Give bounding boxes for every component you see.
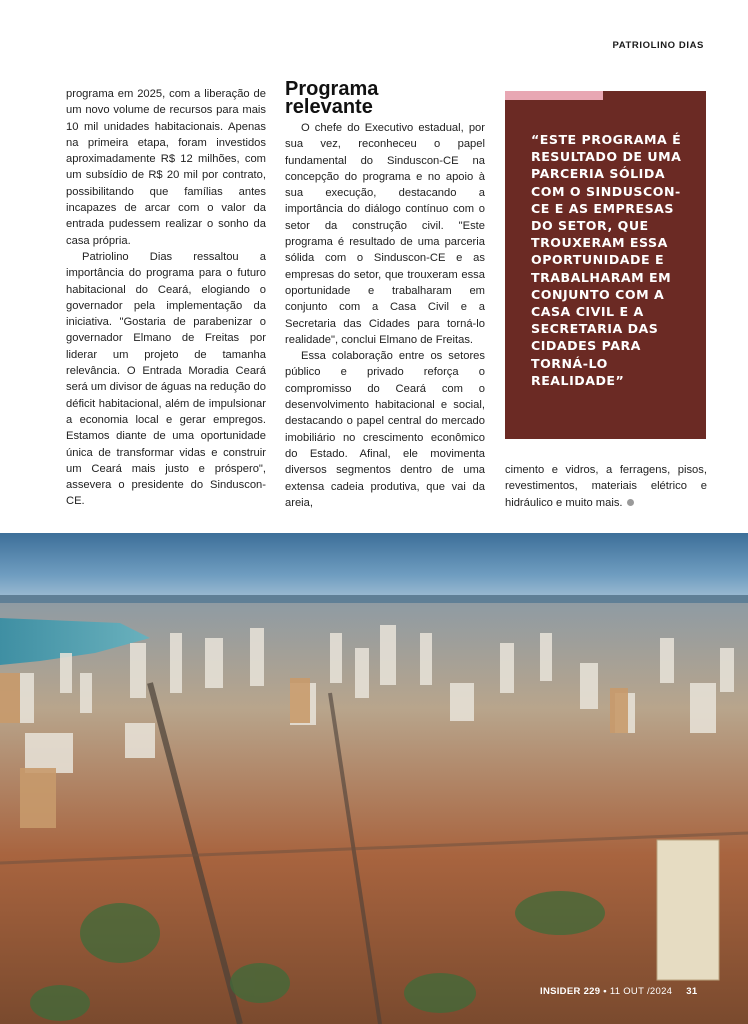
paragraph: Patriolino Dias ressaltou a importância do programa para o futuro habitacional do Ceará, elogiando o governador pela implementação da iniciativa. "Gostaria de parabenizar o governador Elmano de Freitas por liderar um projeto de tamanha relevância. O Entrada Moradia Ceará será um divisor de águas na redução do déficit habitacional, além de impulsionar a economia local e gerar empregos. Estamos diante de uma oportunidade única de transformar vidas e construir um Ceará mais justo e próspero", assevera o presidente do Sinduscon-CE. [66,250,266,508]
page-footer [540,986,697,997]
paragraph: programa em 2025, com a liberação de um novo volume de recursos para mais 10 mil unidades habitacionais. Apenas na primeira etapa, foram investidos aproximadamente R$ 12 milhões, com um subsídio de R$ 20 mil por contrato, possibilitando que famílias antes incapazes de arcar com o valor da entrada pudessem realizar o sonho da casa própria. [66,88,266,247]
text-column-1 [66,86,266,510]
pull-quote-text: “ESTE PROGRAMA É RESULTADO DE UMA PARCERIA SÓLIDA COM O SINDUSCON-CE E AS EMPRESAS DO SETOR, QUE TROUXERAM ESSA OPORTUNIDADE E TRABALHARAM EM CONJUNTO COM A CASA CIVIL E A SECRETARIA DAS CIDADES PARA TORNÁ-LO REALIDADE” [531,132,682,388]
city-photo-illustration [0,533,748,1024]
section-heading: Programa relevante [285,78,379,118]
paragraph: O chefe do Executivo estadual, por sua vez, reconheceu o papel fundamental do Sinduscon-CE na concepção do programa e no apoio à sua execução, destacando a importância do diálogo contínuo com o setor da construção civil. "Este programa é resultado de uma parceria sólida com o Sinduscon-CE e as empresas do setor, que trouxeram essa oportunidade e trabalharam em conjunto com a Casa Civil e a Secretaria das Cidades para torná-lo realidade", conclui Elmano de Freitas. [285,122,485,346]
pull-quote-accent-bar [505,91,603,100]
paragraph: cimento e vidros, a ferragens, pisos, revestimentos, materiais elétrico e hidráulico e muito mais. [505,464,707,509]
footer-separator: • [600,986,610,997]
magazine-issue: INSIDER 229 [540,986,601,997]
text-column-3 [505,462,707,511]
aerial-city-photo [0,533,748,1024]
running-header-author: PATRIOLINO DIAS [612,40,704,51]
issue-date: 11 OUT /2024 [609,986,673,997]
paragraph: Essa colaboração entre os setores público e privado reforça o compromisso do Ceará com o desenvolvimento habitacional e social, destacando o papel central do mercado imobiliário no crescimento econômico do Estado. Afinal, ele movimenta diversos segmentos dentro de uma extensa cadeia produtiva, que vai da areia, [285,350,485,509]
end-mark-icon [627,499,634,506]
text-column-2 [285,80,485,511]
pull-quote-box [505,91,706,439]
page-number: 31 [686,986,698,997]
